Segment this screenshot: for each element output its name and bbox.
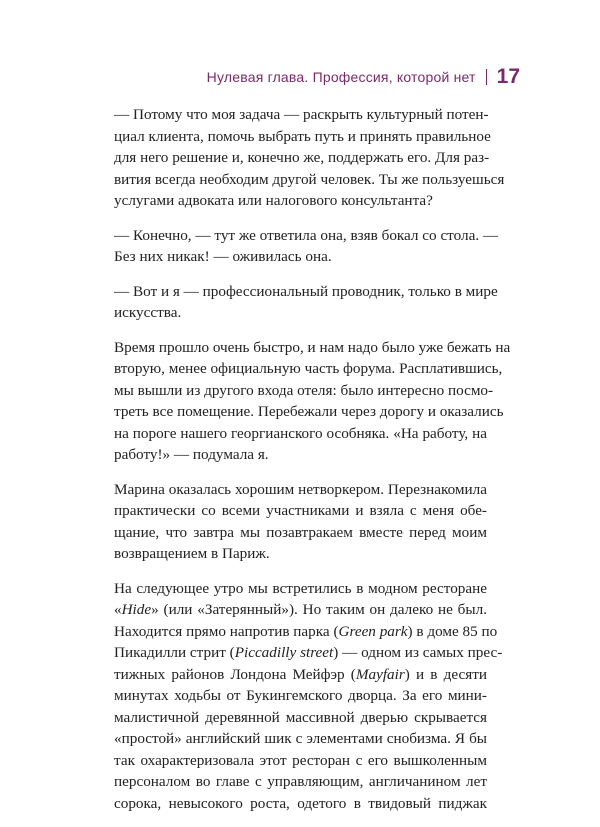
text-line: циал клиента, помочь выбрать путь и принять правильное — [114, 127, 491, 145]
italic-term: Hide — [121, 601, 152, 618]
paragraph — [114, 578, 503, 815]
text-line: мы вышли из другого входа отеля: было интересно посмо- — [114, 381, 494, 399]
running-head — [207, 63, 520, 91]
text-line: вторую, менее официальную часть форума. Расплатившись, — [114, 360, 503, 377]
italic-term: Piccadilly street — [234, 644, 334, 661]
text-line: — Потому что моя задача — раскрыть культурный потен- — [114, 106, 489, 123]
text-line: Время прошло очень быстро, и нам надо было уже бежать на — [114, 338, 511, 356]
text-line: сорока, невысокого роста, одетого в твидовый пиджак — [114, 794, 487, 812]
paragraph — [114, 104, 505, 212]
italic-term: Mayfair — [355, 665, 405, 683]
text-line: тижных районов Лондона Мейфэр (Mayfair) и в десяти — [114, 665, 487, 683]
text-line: Без них никак! — оживилась она. — [114, 248, 332, 265]
text-line: малистичной деревянной массивной дверью скрывается — [114, 708, 487, 726]
text-line: услугами адвоката или налогового консультанта? — [114, 192, 433, 209]
paragraph — [114, 479, 487, 565]
text-line: искусства. — [114, 304, 182, 321]
text-line: вития всегда необходим другой человек. Ты же пользуешься — [114, 170, 505, 188]
text-line: треть все помещение. Перебежали через дорогу и оказались — [114, 403, 504, 420]
text-line: — Конечно, — тут же ответила она, взяв бокал со стола. — — [114, 226, 499, 244]
text-line: так охарактеризовала этот ресторан с его вышколенным — [114, 751, 487, 769]
header-divider — [486, 69, 487, 85]
text-line: Пикадилли стрит (Piccadilly street) — одном из самых прес- — [114, 644, 503, 661]
chapter-running-title: Нулевая глава. Профессия, которой нет — [206, 69, 476, 85]
text-line: На следующее утро мы встретились в модном ресторане — [114, 579, 487, 597]
text-line: Находится прямо напротив парка (Green park) в доме 85 по — [114, 622, 498, 640]
text-line: щание, что завтра мы позавтракаем вместе перед моим — [114, 523, 487, 541]
body-text — [114, 104, 511, 827]
text-line: Марина оказалась хорошим нетворкером. Перезнакомила — [114, 480, 487, 498]
page-number: 17 — [496, 65, 520, 88]
paragraph — [114, 281, 498, 324]
italic-term: Green park — [338, 622, 408, 640]
text-line: — Вот и я — профессиональный проводник, только в мире — [114, 282, 498, 300]
text-line: минутах ходьбы от Букингемского дворца. За его мини- — [114, 687, 487, 704]
paragraph — [114, 337, 511, 466]
text-line: на пороге нашего георгианского особняка. «На работу, на — [114, 424, 487, 442]
text-line: персоналом во главе с управляющим, англичанином лет — [114, 773, 487, 790]
text-line: «Hide» (или «Затерянный»). Но таким он далеко не был. — [114, 601, 487, 618]
text-line: «простой» английский шик с элементами снобизма. Я бы — [114, 730, 487, 747]
text-line: работу!» — подумала я. — [114, 446, 269, 463]
text-line: для него решение и, конечно же, поддержать его. Для раз- — [114, 149, 490, 166]
paragraph — [114, 225, 499, 268]
text-line: практически со всеми участниками и взяла с меня обе- — [114, 502, 487, 519]
text-line: возвращением в Париж. — [114, 545, 270, 562]
